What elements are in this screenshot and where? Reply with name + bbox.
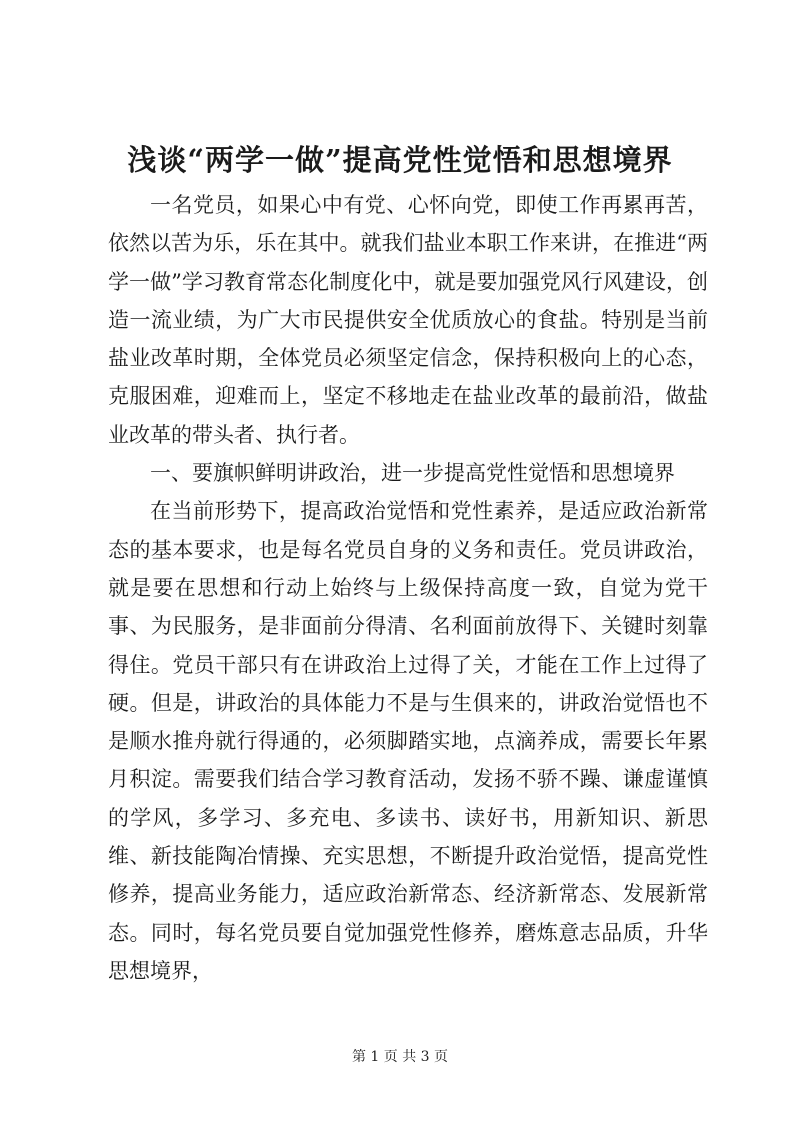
page-footer: 第 1 页 共 3 页 (351, 1049, 449, 1065)
section-heading-1: 一、要旗帜鲜明讲政治，进一步提高党性觉悟和思想境界 (150, 461, 675, 486)
document-body (108, 186, 708, 990)
document-title: 浅谈“两学一做”提高党性觉悟和思想境界 (127, 143, 673, 177)
paragraph-intro: 一名党员，如果心中有党、心怀向党，即使工作再累再苦，依然以苦为乐，乐在其中。就我们盐业本职工作来讲，在推进“两学一做”学习教育常态化制度化中，就是要加强党风行风建设，创造一流业绩，为广大市民提供安全优质放心的食盐。特别是当前盐业改革时期，全体党员必须坚定信念，保持积极向上的心态，克服困难，迎难而上，坚定不移地走在盐业改革的最前沿，做盐业改革的带头者、执行者。 (108, 193, 708, 447)
paragraph-section-1: 在当前形势下，提高政治觉悟和党性素养，是适应政治新常态的基本要求，也是每名党员自身的义务和责任。党员讲政治，就是要在思想和行动上始终与上级保持高度一致，自觉为党干事、为民服务，是非面前分得清、名利面前放得下、关键时刻靠得住。党员干部只有在讲政治上过得了关，才能在工作上过得了硬。但是，讲政治的具体能力不是与生俱来的，讲政治觉悟也不是顺水推舟就行得通的，必须脚踏实地，点滴养成，需要长年累月积淀。需要我们结合学习教育活动，发扬不骄不躁、谦虚谨慎的学风，多学习、多充电、多读书、读好书，用新知识、新思维、新技能陶冶情操、充实思想，不断提升政治觉悟，提高党性修养，提高业务能力，适应政治新常态、经济新常态、发展新常态。同时，每名党员要自觉加强党性修养，磨炼意志品质，升华思想境界， (108, 499, 708, 983)
